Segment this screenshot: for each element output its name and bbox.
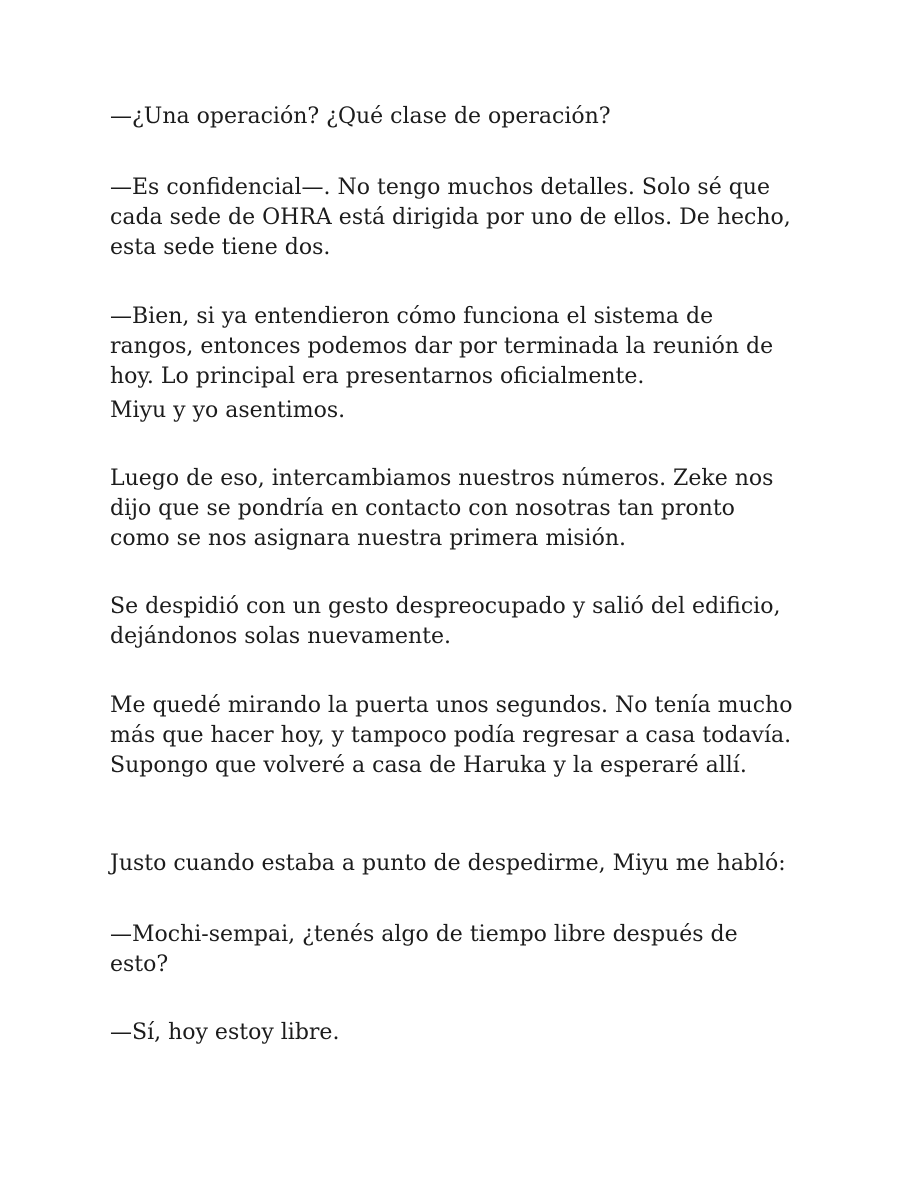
- paragraph-8: Justo cuando estaba a punto de despedirme, Miyu me habló:: [110, 851, 786, 876]
- paragraph-3: —Bien, si ya entendieron cómo funciona el sistema de rangos, entonces podemos dar por terminada la reunión de hoy. Lo principal era presentarnos oficialmente.: [110, 304, 774, 389]
- paragraph-6: Se despidió con un gesto despreocupado y salió del edificio, dejándonos solas nuevamente.: [110, 594, 781, 649]
- paragraph-9: —Mochi-sempai, ¿tenés algo de tiempo libre después de esto?: [110, 922, 738, 977]
- paragraph-2: —Es confidencial—. No tengo muchos detalles. Solo sé que cada sede de OHRA está dirigida por uno de ellos. De hecho, esta sede tiene dos.: [110, 175, 791, 260]
- paragraph-1: —¿Una operación? ¿Qué clase de operación?: [110, 104, 611, 129]
- paragraph-10: —Sí, hoy estoy libre.: [110, 1020, 340, 1045]
- paragraph-7: Me quedé mirando la puerta unos segundos. No tenía mucho más que hacer hoy, y tampoco podía regresar a casa todavía. Supongo que volveré a casa de Haruka y la esperaré allí.: [110, 693, 793, 778]
- paragraph-5: Luego de eso, intercambiamos nuestros números. Zeke nos dijo que se pondría en contacto con nosotras tan pronto como se nos asignara nuestra primera misión.: [110, 466, 774, 551]
- paragraph-4: Miyu y yo asentimos.: [110, 398, 346, 423]
